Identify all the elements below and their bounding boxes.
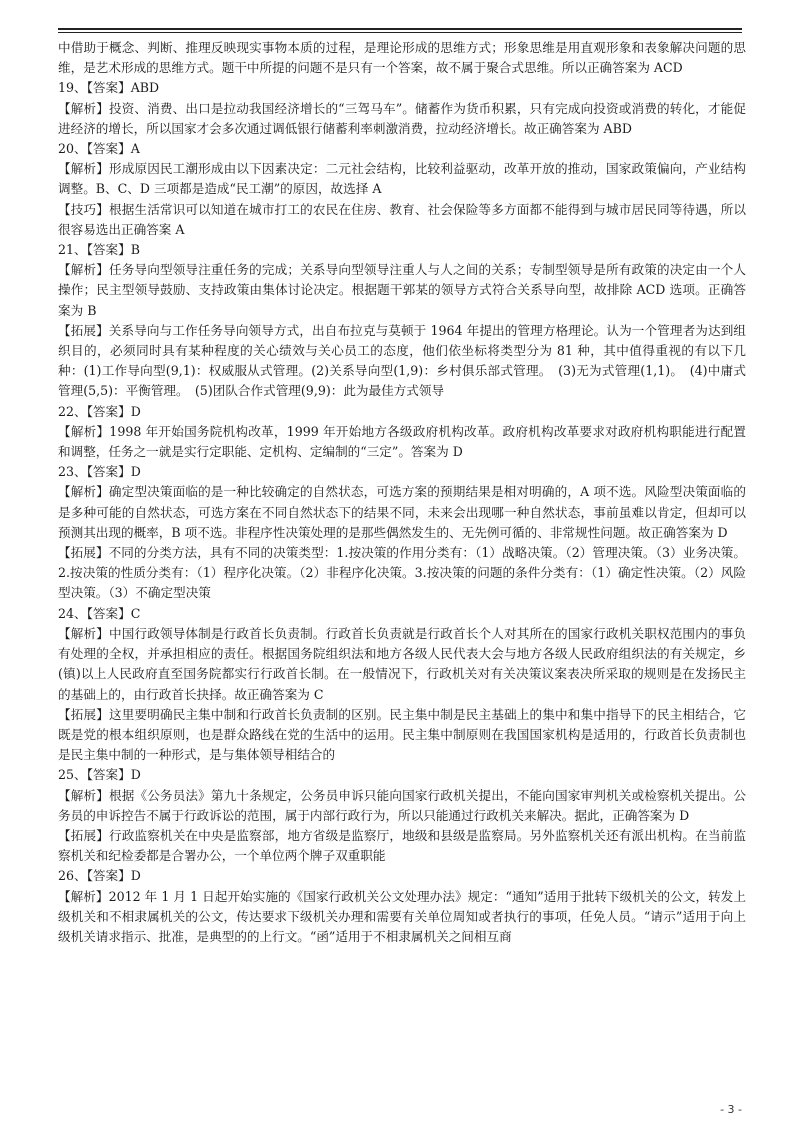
paragraph: 中借助于概念、判断、推理反映现实事物本质的过程，是理论形成的思维方式；形象思维是用直观形象和表象解决问题的思维，是艺术形成的思维方式。题干中所提的问题不是只有一个答案，故不属于聚合式思维。所以正确答案为 ACD: [58, 40, 746, 76]
extension-paragraph: 【拓展】行政监察机关在中央是监察部，地方省级是监察厅，地级和县级是监察局。另外监察机关还有派出机构。在当前监察机关和纪检委都是合署办公，一个单位两个牌子双重职能: [58, 827, 746, 864]
answer-line: 24、【答案】C: [58, 605, 141, 621]
analysis-paragraph: 【解析】投资、消费、出口是拉动我国经济增长的“三驾马车”。储蓄作为货币积累，只有完成向投资或消费的转化，才能促进经济的增长，所以国家才会多次通过调低银行储蓄利率刺激消费，拉动经济增长。故正确答案为 ABD: [58, 100, 746, 136]
extension-paragraph: 【拓展】关系导向与工作任务导向领导方式，出自布拉克与莫顿于 1964 年提出的管理方格理论。认为一个管理者为达到组织目的，必须同时具有某种程度的关心绩效与关心员工的态度，他们依坐标将类型分为 81 种，其中值得重视的有以下几种：(1)工作导向型(9,1)：权威服从式管理。(2)关系导向型(1,9)：乡村俱乐部式管理。 (3)无为式管理(1,1)。 (4)中庸式管理(5,5)：平衡管理。 (5)团队合作式管理(9,9)：此为最佳方式领导: [58, 322, 746, 399]
extension-paragraph: 【拓展】这里要明确民主集中制和行政首长负责制的区别。民主集中制是民主基础上的集中和集中指导下的民主相结合，它既是党的根本组织原则，也是群众路线在党的生活中的运用。民主集中制原则在我国国家机构是适用的，行政首长负责制也是民主集中制的一种形式，是与集体领导相结合的: [58, 706, 746, 763]
analysis-paragraph: 【解析】根据《公务员法》第九十条规定，公务员申诉只能向国家行政机关提出，不能向国家审判机关或检察机关提出。公务员的申诉控告不属于行政诉讼的范围，属于内部行政行为，所以只能通过行政机关来解决。据此，正确答案为 D: [58, 787, 746, 823]
answer-line: 25、【答案】D: [58, 767, 141, 783]
answer-line: 20、【答案】A: [58, 141, 140, 157]
page-number: - 3 -: [720, 1103, 742, 1116]
answer-line: 23、【答案】D: [58, 464, 141, 480]
analysis-paragraph: 【解析】任务导向型领导注重任务的完成；关系导向型领导注重人与人之间的关系；专制型领导是所有政策的决定由一个人操作；民主型领导鼓励、支持政策由集体讨论决定。根据题干郭某的领导方式符合关系导向型，故排除 ACD 选项。正确答案为 B: [58, 262, 746, 318]
answer-line: 22、【答案】D: [58, 403, 141, 419]
header-rule: [58, 28, 742, 30]
analysis-paragraph: 【解析】2012 年 1 月 1 日起开始实施的《国家行政机关公文处理办法》规定：“通知”适用于批转下级机关的公文，转发上级机关和不相隶属机关的公文，传达要求下级机关办理和需要有关单位周知或者执行的事项，任免人员。“请示”适用于向上级机关请求指示、批准，是典型的的上行文。“函”适用于不相隶属机关之间相互商: [58, 888, 746, 944]
analysis-paragraph: 【解析】1998 年开始国务院机构改革，1999 年开始地方各级政府机构改革。政府机构改革要求对政府机构职能进行配置和调整，任务之一就是实行定职能、定机构、定编制的“三定”。答案为 D: [58, 423, 746, 460]
header-rule-thin: [58, 32, 742, 33]
analysis-paragraph: 【解析】中国行政领导体制是行政首长负责制。行政首长负责就是行政首长个人对其所在的国家行政机关职权范围内的事负有处理的全权，并承担相应的责任。根据国务院组织法和地方各级人民代表大会与地方各级人民政府组织法的有关规定，乡(镇)以上人民政府直至国务院都实行行政首长制。在一般情况下，行政机关对有关决策议案表决所采取的规则是在发扬民主的基础上的，由行政首长抉择。故正确答案为 C: [58, 625, 746, 702]
analysis-paragraph: 【解析】确定型决策面临的是一种比较确定的自然状态，可选方案的预期结果是相对明确的，A 项不选。风险型决策面临的是多种可能的自然状态，可选方案在不同自然状态下的结果不同，未来会出现哪一种自然状态，事前虽难以肯定，但却可以预测其出现的概率，B 项不选。非程序性决策处理的是那些偶然发生的、无先例可循的、非常规性问题。故正确答案为 D: [58, 484, 746, 540]
document-body: [58, 38, 746, 947]
analysis-paragraph: 【解析】形成原因民工潮形成由以下因素决定：二元社会结构，比较利益驱动，改革开放的推动，国家政策偏向，产业结构调整。B、C、D 三项都是造成“民工潮”的原因，故选择 A: [58, 161, 746, 197]
answer-line: 26、【答案】D: [58, 868, 141, 884]
answer-line: 19、【答案】ABD: [58, 80, 160, 96]
answer-line: 21、【答案】B: [58, 242, 140, 258]
extension-paragraph: 【拓展】不同的分类方法，具有不同的决策类型：1.按决策的作用分类有：（1）战略决策。（2）管理决策。（3）业务决策。2.按决策的性质分类有：（1）程序化决策。（2）非程序化决策。3.按决策的问题的条件分类有：（1）确定性决策。（2）风险型决策。（3）不确定型决策: [58, 545, 746, 601]
tip-paragraph: 【技巧】根据生活常识可以知道在城市打工的农民在住房、教育、社会保险等多方面都不能得到与城市居民同等待遇，所以很容易选出正确答案 A: [58, 201, 746, 237]
